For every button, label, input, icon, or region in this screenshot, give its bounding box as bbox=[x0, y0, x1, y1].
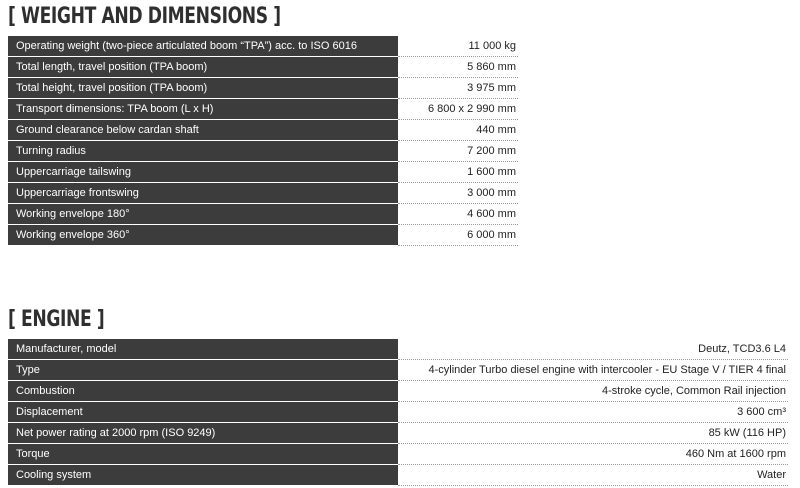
spec-value: 6 800 x 2 990 mm bbox=[398, 99, 518, 120]
spec-label: Total length, travel position (TPA boom) bbox=[8, 57, 398, 78]
spec-value: 3 000 mm bbox=[398, 183, 518, 204]
spec-label: Net power rating at 2000 rpm (ISO 9249) bbox=[8, 423, 398, 444]
table-row bbox=[8, 402, 788, 423]
table-row bbox=[8, 225, 518, 246]
spec-label: Uppercarriage frontswing bbox=[8, 183, 398, 204]
spec-label: Uppercarriage tailswing bbox=[8, 162, 398, 183]
spec-value: Deutz, TCD3.6 L4 bbox=[398, 339, 788, 360]
spec-label: Working envelope 360° bbox=[8, 225, 398, 246]
spec-value: 6 000 mm bbox=[398, 225, 518, 246]
spec-label: Displacement bbox=[8, 402, 398, 423]
spec-value: 4 600 mm bbox=[398, 204, 518, 225]
engine-table bbox=[8, 339, 788, 486]
table-row bbox=[8, 339, 788, 360]
spec-label: Operating weight (two-piece articulated boom “TPA”) acc. to ISO 6016 bbox=[8, 36, 398, 57]
spec-label: Ground clearance below cardan shaft bbox=[8, 120, 398, 141]
spec-value: 460 Nm at 1600 rpm bbox=[398, 444, 788, 465]
spec-value: 3 600 cm³ bbox=[398, 402, 788, 423]
table-row bbox=[8, 57, 518, 78]
table-row bbox=[8, 183, 518, 204]
table-row bbox=[8, 465, 788, 486]
table-row bbox=[8, 444, 788, 465]
spec-label: Type bbox=[8, 360, 398, 381]
table-row bbox=[8, 99, 518, 120]
spec-label: Total height, travel position (TPA boom) bbox=[8, 78, 398, 99]
spec-label: Cooling system bbox=[8, 465, 398, 486]
spec-label: Working envelope 180° bbox=[8, 204, 398, 225]
table-row bbox=[8, 162, 518, 183]
spec-label: Combustion bbox=[8, 381, 398, 402]
engine-section-title: [ ENGINE ] bbox=[8, 307, 105, 332]
spec-value: 1 600 mm bbox=[398, 162, 518, 183]
spec-label: Turning radius bbox=[8, 141, 398, 162]
spec-value: Water bbox=[398, 465, 788, 486]
spec-value: 3 975 mm bbox=[398, 78, 518, 99]
table-row bbox=[8, 141, 518, 162]
spec-value: 11 000 kg bbox=[398, 36, 518, 57]
weight-section-title: [ WEIGHT AND DIMENSIONS ] bbox=[8, 4, 281, 29]
spec-value: 5 860 mm bbox=[398, 57, 518, 78]
table-row bbox=[8, 120, 518, 141]
spec-value: 7 200 mm bbox=[398, 141, 518, 162]
table-row bbox=[8, 360, 788, 381]
table-row bbox=[8, 423, 788, 444]
spec-label: Transport dimensions: TPA boom (L x H) bbox=[8, 99, 398, 120]
table-row bbox=[8, 78, 518, 99]
table-row bbox=[8, 204, 518, 225]
spec-value: 440 mm bbox=[398, 120, 518, 141]
weight-dimensions-table bbox=[8, 36, 518, 246]
spec-value: 4-stroke cycle, Common Rail injection bbox=[398, 381, 788, 402]
spec-label: Torque bbox=[8, 444, 398, 465]
spec-value: 4-cylinder Turbo diesel engine with intercooler - EU Stage V / TIER 4 final bbox=[398, 360, 788, 381]
spec-value: 85 kW (116 HP) bbox=[398, 423, 788, 444]
table-row bbox=[8, 36, 518, 57]
table-row bbox=[8, 381, 788, 402]
spec-label: Manufacturer, model bbox=[8, 339, 398, 360]
